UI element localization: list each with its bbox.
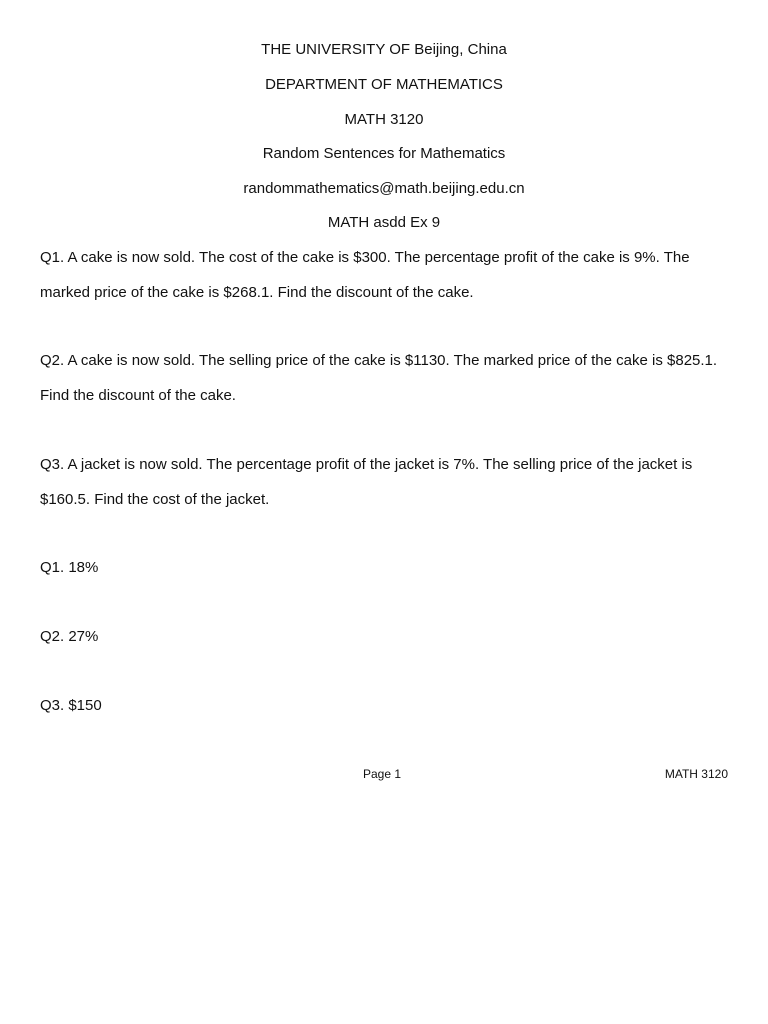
answer-2: Q2. 27% [40, 628, 99, 645]
answer-3: Q3. $150 [40, 697, 102, 714]
question-3: Q3. A jacket is now sold. The percentage profit of the jacket is 7%. The selling price of the jacket is $160.5. Find the cost of the jacket. [40, 456, 693, 508]
exercise-heading: MATH asdd Ex 9 [327, 214, 441, 231]
department-heading: DEPARTMENT OF MATHEMATICS [265, 76, 503, 93]
subtitle-heading: Random Sentences for Mathematics [262, 145, 506, 162]
answer-1: Q1. 18% [40, 559, 99, 576]
footer-course-code: MATH 3120 [664, 767, 728, 781]
footer-page-number: Page 1 [363, 767, 402, 781]
question-2: Q2. A cake is now sold. The selling price of the cake is $1130. The marked price of the cake is $825.1. Find the discount of the cake. [40, 352, 718, 404]
question-1: Q1. A cake is now sold. The cost of the cake is $300. The percentage profit of the cake is 9%. The marked price of the cake is $268.1. Find the discount of the cake. [40, 249, 690, 301]
email-line: randommathematics@math.beijing.edu.cn [243, 180, 525, 197]
university-heading: THE UNIVERSITY OF Beijing, China [261, 41, 507, 58]
course-heading: MATH 3120 [344, 111, 424, 128]
